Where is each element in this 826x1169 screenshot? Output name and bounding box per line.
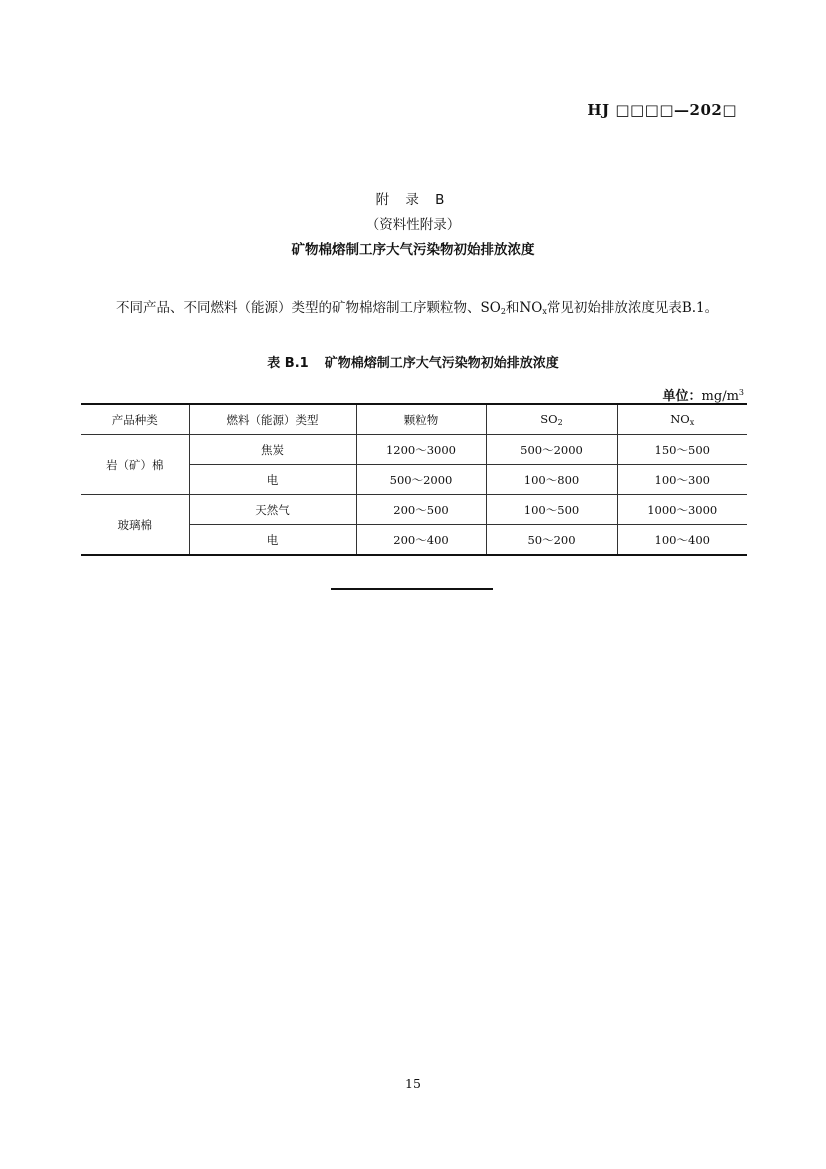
- appendix-heading: 矿物棉熔制工序大气污染物初始排放浓度: [291, 242, 535, 258]
- nox-subscript: x: [542, 307, 547, 316]
- so2-cell: 100～800: [486, 465, 617, 495]
- header-nox-sub: x: [689, 418, 695, 427]
- document-code: HJ □□□□—202□: [587, 101, 737, 119]
- nox-cell: 100～400: [617, 525, 747, 556]
- unit-value: mg/m: [701, 389, 739, 404]
- header-nox: [617, 404, 747, 435]
- table-header-row: [81, 404, 747, 435]
- appendix-subtitle: （资料性附录）: [365, 217, 461, 233]
- body-paragraph: [88, 296, 738, 324]
- paragraph-text-start: 不同产品、不同燃料（能源）类型的矿物棉熔制工序颗粒物、SO: [116, 300, 501, 316]
- header-nox-text: NO: [670, 412, 690, 426]
- header-so2-sub: 2: [557, 418, 563, 427]
- nox-cell: 1000～3000: [617, 495, 747, 525]
- appendix-title: 附 录 B: [375, 192, 451, 208]
- pm-cell: 200～400: [356, 525, 486, 556]
- so2-cell: 500～2000: [486, 435, 617, 465]
- unit-label: 单位：: [662, 389, 702, 404]
- fuel-cell: 电: [189, 525, 356, 556]
- header-product: 产品种类: [81, 404, 189, 435]
- header-pm: 颗粒物: [356, 404, 486, 435]
- unit-superscript: 3: [738, 388, 744, 397]
- header-fuel: 燃料（能源）类型: [189, 404, 356, 435]
- fuel-cell: 焦炭: [189, 435, 356, 465]
- table-row: [81, 435, 747, 465]
- paragraph-text-mid: 和NO: [505, 300, 543, 316]
- page-number: 15: [405, 1076, 421, 1091]
- header-so2-text: SO: [540, 412, 558, 426]
- so2-subscript: 2: [500, 307, 506, 316]
- table-number: 表 B.1: [267, 356, 309, 371]
- nox-cell: 100～300: [617, 465, 747, 495]
- fuel-cell: 电: [189, 465, 356, 495]
- product-cell: 岩（矿）棉: [81, 435, 189, 495]
- header-so2: [486, 404, 617, 435]
- so2-cell: 100～500: [486, 495, 617, 525]
- table-title: 矿物棉熔制工序大气污染物初始排放浓度: [324, 356, 559, 371]
- so2-cell: 50～200: [486, 525, 617, 556]
- fuel-cell: 天然气: [189, 495, 356, 525]
- pm-cell: 500～2000: [356, 465, 486, 495]
- product-cell: 玻璃棉: [81, 495, 189, 556]
- pm-cell: 200～500: [356, 495, 486, 525]
- table-row: [81, 495, 747, 525]
- end-rule: [331, 588, 493, 590]
- paragraph-text-end: 常见初始排放浓度见表B.1。: [546, 300, 719, 316]
- emission-table: [81, 403, 747, 556]
- nox-cell: 150～500: [617, 435, 747, 465]
- table-caption: [0, 352, 826, 371]
- pm-cell: 1200～3000: [356, 435, 486, 465]
- unit-note: [663, 385, 744, 404]
